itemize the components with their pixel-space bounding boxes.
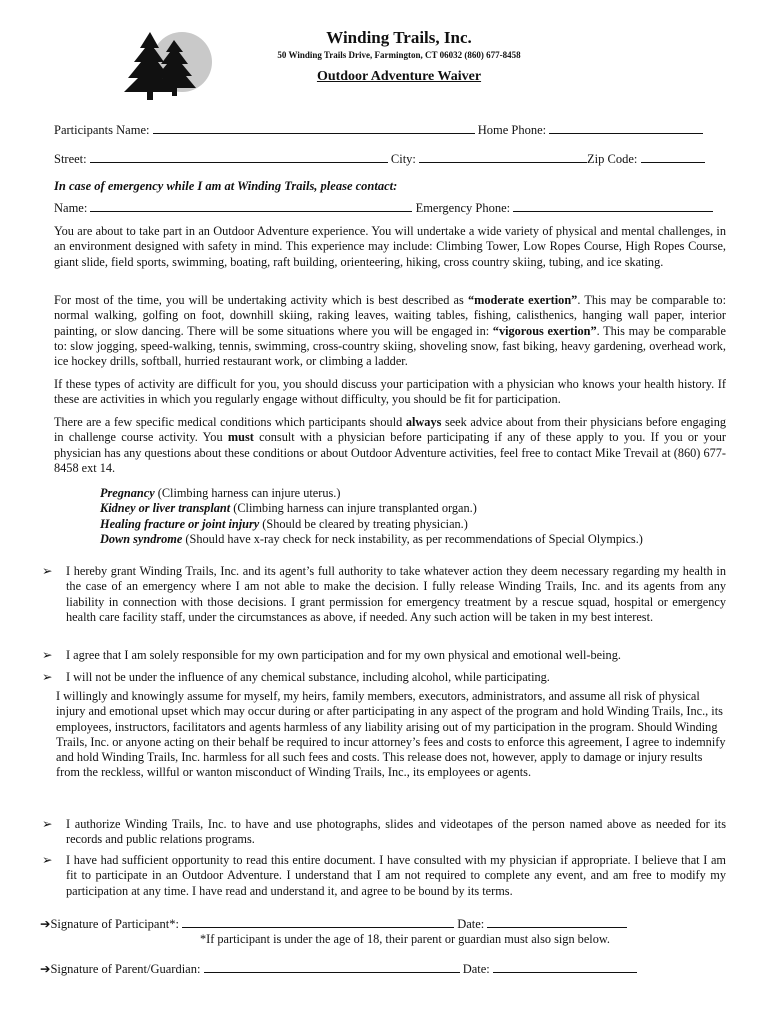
arrow-bullet-icon: ➢ xyxy=(42,670,53,684)
bullet-text: I will not be under the influence of any chemical substance, including alcohol, while participating. xyxy=(66,670,550,684)
parent-signature-row xyxy=(40,960,637,977)
participant-date-label: Date: xyxy=(457,917,485,931)
condition-item xyxy=(100,486,340,501)
bullet-no-substances xyxy=(42,670,726,685)
participant-name-field[interactable] xyxy=(153,121,475,134)
arrow-bullet-icon: ➢ xyxy=(42,648,53,662)
arrow-right-icon: ➔ xyxy=(40,917,51,931)
condition-note: (Should be cleared by treating physician.) xyxy=(259,517,468,531)
medical-text-2: seek advice about from their physicians before engaging in challenge course activity. You xyxy=(54,415,726,445)
arrow-right-icon: ➔ xyxy=(40,962,51,976)
release-paragraph: I willingly and knowingly assume for myself, my heirs, family members, executors, administrators, and assume all risk of physical injury and emotional upset which may occur during or after participating in any aspect of the program and hold Winding Trails, Inc., its employees, instructors, facilitators and agents harmless of any liability arising out of my participation in the program. Should Winding Trails, Inc. or anyone acting on their behalf be required to incur attorney’s fees and costs to enforce this agreement, I agree to indemnify and hold Winding Trails, Inc. harmless for all such fees and costs. This release does not, however, apply to damage or injury results from the reckless, willful or wanton misconduct of Winding Trails, Inc., its employees or agents. xyxy=(56,689,726,780)
exertion-text-2: . This may be comparable to: normal walking, golfing on foot, downhill skiing, raking leaves, waiting tables, fishing, calisthenics, hanging wall paper, interior painting, or slow dancing. There will be some situations where you will be engaged in: xyxy=(54,293,726,338)
exertion-text-3: . This may be comparable to: slow jogging, speed-walking, tennis, swimming, cross-country skiing, shoveling snow, fast biking, heavy gardening, overhead work, ice hockey drills, softball, hurried restaurant work, or climbing a ladder. xyxy=(54,323,726,369)
zip-field[interactable] xyxy=(641,150,705,163)
exertion-paragraph xyxy=(54,293,726,369)
emergency-name-label: Name: xyxy=(54,201,88,215)
condition-name: Healing fracture or joint injury xyxy=(100,517,260,531)
intro-paragraph: You are about to take part in an Outdoor Adventure experience. You will undertake a wide variety of physical and mental challenges, in an environment designed with safety in mind. This experience may include: Climbing Tower, Low Ropes Course, High Ropes Course, giant slide, field sports, swimming, boating, raft building, orienteering, hiking, cross country skiing, tubing, and ice skating. xyxy=(54,224,726,269)
condition-note: (Climbing harness can injure uterus.) xyxy=(154,486,341,500)
emergency-row xyxy=(54,199,713,216)
minor-note: *If participant is under the age of 18, their parent or guardian must also sign below. xyxy=(200,932,611,946)
parent-date-label: Date: xyxy=(462,962,490,976)
emergency-heading: In case of emergency while I am at Winding Trails, please contact: xyxy=(54,179,398,193)
street-label: Street: xyxy=(54,152,87,166)
emergency-phone-field[interactable] xyxy=(513,199,713,212)
exertion-text-1: For most of the time, you will be undertaking activity which is best described as xyxy=(54,293,468,307)
difficulty-paragraph: If these types of activity are difficult for you, you should discuss your participation with a physician who knows your health history. If these are activities in which you regularly engage without difficulty, you should be fit for participation. xyxy=(54,377,726,407)
bullet-text: I agree that I am solely responsible for my own participation and for my own physical and emotional well-being. xyxy=(66,648,621,662)
zip-label: Zip Code: xyxy=(587,152,638,166)
condition-note: (Should have x-ray check for neck instability, as per recommendations of Special Olympics.) xyxy=(182,532,643,546)
participant-date-field[interactable] xyxy=(487,915,627,928)
bullet-responsibility xyxy=(42,648,726,663)
arrow-bullet-icon: ➢ xyxy=(42,853,53,867)
bullet-text: I have had sufficient opportunity to read this entire document. I have consulted with my physician if appropriate. I believe that I am fit to participate in an Outdoor Adventure. I understand that I am not required to complete any event, and am free to modify my participation at any time. I have read and understand it, and agree to be bound by its terms. xyxy=(66,853,726,898)
emergency-phone-label: Emergency Phone: xyxy=(415,201,511,215)
participant-signature-label: Signature of Participant*: xyxy=(50,917,179,931)
bullet-emergency-authority xyxy=(42,564,726,625)
medical-text-1: There are a few specific medical conditions which participants should xyxy=(54,415,406,429)
address-row xyxy=(54,150,705,167)
bullet-text: I hereby grant Winding Trails, Inc. and its agent’s full authority to take whatever action they deem necessary regarding my health in the case of an emergency where I am not able to make the decision. I fully release Winding Trails, Inc. and its agents from any liability in connection with those decisions. I grant permission for emergency treatment by a rescue squad, hospital or emergency health care facility staff, under the circumstances as above, if needed. Any such action will be taken in my best interest. xyxy=(66,564,726,624)
participant-signature-field[interactable] xyxy=(182,915,454,928)
home-phone-label: Home Phone: xyxy=(477,123,547,137)
organization-name: Winding Trails, Inc. xyxy=(326,28,472,47)
condition-item xyxy=(100,501,477,516)
condition-note: (Climbing harness can injure transplanted organ.) xyxy=(230,501,477,515)
arrow-bullet-icon: ➢ xyxy=(42,817,53,831)
parent-signature-field[interactable] xyxy=(204,960,460,973)
parent-date-field[interactable] xyxy=(493,960,637,973)
arrow-bullet-icon: ➢ xyxy=(42,564,53,578)
condition-name: Kidney or liver transplant xyxy=(100,501,231,515)
home-phone-field[interactable] xyxy=(549,121,703,134)
bullet-text: I authorize Winding Trails, Inc. to have and use photographs, slides and videotapes of the person named above as needed for its records and public relations programs. xyxy=(66,817,726,847)
participant-row xyxy=(54,121,703,138)
city-field[interactable] xyxy=(419,150,587,163)
condition-name: Down syndrome xyxy=(100,532,183,546)
condition-item xyxy=(100,517,468,532)
organization-address: 50 Winding Trails Drive, Farmington, CT 06032 (860) 677-8458 xyxy=(277,50,521,60)
condition-item xyxy=(100,532,643,547)
must-term: must xyxy=(227,430,254,445)
moderate-exertion-term: “moderate exertion” xyxy=(467,293,578,307)
bullet-photo-authorization xyxy=(42,817,726,848)
street-field[interactable] xyxy=(90,150,388,163)
medical-paragraph xyxy=(54,415,726,476)
bullet-acknowledgement xyxy=(42,853,726,899)
participant-signature-row xyxy=(40,915,627,932)
vigorous-exertion-term: “vigorous exertion” xyxy=(492,323,597,338)
condition-name: Pregnancy xyxy=(100,486,155,500)
always-term: always xyxy=(405,415,442,429)
medical-text-3: consult with a physician before participating if any of these apply to you. If you or your physician has any questions about these conditions or about Outdoor Adventure activities, feel free to contact Mike Trevail at (860) 677-8458 ext 14. xyxy=(54,430,726,475)
document-title: Outdoor Adventure Waiver xyxy=(316,69,482,84)
parent-signature-label: Signature of Parent/Guardian: xyxy=(50,962,201,976)
city-label: City: xyxy=(390,152,416,166)
emergency-name-field[interactable] xyxy=(90,199,412,212)
participant-name-label: Participants Name: xyxy=(54,123,150,137)
